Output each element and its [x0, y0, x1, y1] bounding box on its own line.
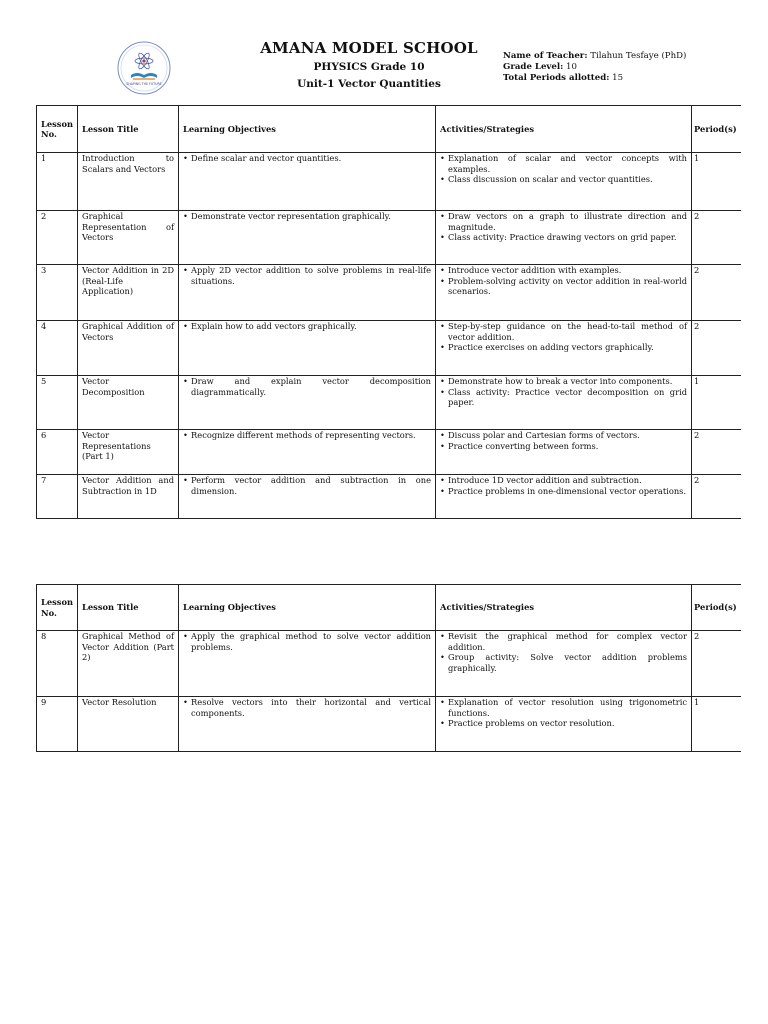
unit-title: Unit-1 Vector Quantities	[297, 78, 441, 90]
col-lesson-no: Lesson No.	[37, 106, 78, 153]
lesson-number: 6	[37, 430, 78, 475]
lesson-number: 4	[37, 321, 78, 376]
lesson-title: Vector Addition in 2D (Real-Life Application)	[78, 265, 179, 321]
activity-item: • Practice problems in one-dimensional vector operations.	[448, 486, 687, 497]
lesson-periods: 1	[692, 153, 741, 211]
objective-item: • Draw and explain vector decomposition diagrammatically.	[191, 376, 431, 397]
activity-item: • Revisit the graphical method for complex vector addition.	[448, 631, 687, 652]
lesson-plan-table-2	[36, 584, 741, 752]
table-row	[37, 376, 741, 430]
lesson-number: 3	[37, 265, 78, 321]
lesson-number: 7	[37, 475, 78, 519]
learning-objective-cell	[179, 265, 436, 321]
lesson-title: Graphical Method of Vector Addition (Part 2)	[78, 631, 179, 697]
objective-item: • Apply the graphical method to solve vector addition problems.	[191, 631, 431, 652]
col-learning-objectives: Learning Objectives	[179, 106, 436, 153]
activity-item: • Class activity: Practice vector decomposition on grid paper.	[448, 387, 687, 408]
school-logo-icon	[117, 41, 171, 95]
lesson-title: Graphical Addition of Vectors	[78, 321, 179, 376]
activity-item: • Introduce vector addition with examples.	[448, 265, 687, 276]
activities-cell	[436, 631, 692, 697]
activities-cell	[436, 376, 692, 430]
col-activities: Activities/Strategies	[436, 106, 692, 153]
table-row	[37, 475, 741, 519]
activity-item: • Class activity: Practice drawing vectors on grid paper.	[448, 232, 687, 243]
lesson-title: Vector Addition and Subtraction in 1D	[78, 475, 179, 519]
lesson-number: 5	[37, 376, 78, 430]
activities-cell	[436, 697, 692, 752]
activity-item: • Practice converting between forms.	[448, 441, 687, 452]
lesson-periods: 2	[692, 631, 741, 697]
col-activities: Activities/Strategies	[436, 585, 692, 631]
lesson-number: 1	[37, 153, 78, 211]
activities-cell	[436, 211, 692, 265]
col-periods: Period(s)	[692, 106, 741, 153]
table-row	[37, 697, 741, 752]
school-name: AMANA MODEL SCHOOL	[260, 39, 478, 57]
activity-item: • Demonstrate how to break a vector into components.	[448, 376, 687, 387]
activity-item: • Draw vectors on a graph to illustrate direction and magnitude.	[448, 211, 687, 232]
lesson-title: Vector Decomposition	[78, 376, 179, 430]
lesson-title: Vector Resolution	[78, 697, 179, 752]
activities-cell	[436, 265, 692, 321]
lesson-number: 8	[37, 631, 78, 697]
objective-item: • Demonstrate vector representation graphically.	[191, 211, 431, 222]
col-lesson-title: Lesson Title	[78, 585, 179, 631]
lesson-periods: 2	[692, 430, 741, 475]
activities-cell	[436, 321, 692, 376]
lesson-plan-table-1	[36, 105, 741, 519]
activity-item: • Discuss polar and Cartesian forms of vectors.	[448, 430, 687, 441]
table-2-body	[37, 631, 741, 752]
periods-label: Total Periods allotted:	[503, 73, 610, 83]
col-lesson-title: Lesson Title	[78, 106, 179, 153]
total-periods: 15	[612, 73, 624, 83]
learning-objective-cell	[179, 211, 436, 265]
activity-item: • Explanation of vector resolution using trigonometric functions.	[448, 697, 687, 718]
objective-item: • Apply 2D vector addition to solve problems in real-life situations.	[191, 265, 431, 286]
grade-label: Grade Level:	[503, 62, 564, 72]
col-periods: Period(s)	[692, 585, 741, 631]
objective-item: • Recognize different methods of representing vectors.	[191, 430, 431, 441]
lesson-number: 2	[37, 211, 78, 265]
logo-text: SHAPING THE FUTURE	[126, 82, 162, 86]
lesson-number: 9	[37, 697, 78, 752]
lesson-periods: 2	[692, 265, 741, 321]
lesson-periods: 2	[692, 475, 741, 519]
activities-cell	[436, 153, 692, 211]
activity-item: • Group activity: Solve vector addition problems graphically.	[448, 652, 687, 673]
objective-item: • Explain how to add vectors graphically.	[191, 321, 431, 332]
table-row	[37, 265, 741, 321]
activities-cell	[436, 475, 692, 519]
lesson-title: Vector Representations (Part 1)	[78, 430, 179, 475]
objective-item: • Resolve vectors into their horizontal and vertical components.	[191, 697, 431, 718]
table-1-body	[37, 153, 741, 519]
learning-objective-cell	[179, 697, 436, 752]
col-lesson-no: Lesson No.	[37, 585, 78, 631]
teacher-info	[503, 51, 686, 84]
teacher-name: Tilahun Tesfaye (PhD)	[590, 51, 687, 61]
table-row	[37, 211, 741, 265]
activity-item: • Practice problems on vector resolution.	[448, 718, 687, 729]
learning-objective-cell	[179, 631, 436, 697]
objective-item: • Perform vector addition and subtraction in one dimension.	[191, 475, 431, 496]
grade-level: 10	[566, 62, 577, 72]
lesson-periods: 2	[692, 211, 741, 265]
table-row	[37, 631, 741, 697]
activity-item: • Explanation of scalar and vector concepts with examples.	[448, 153, 687, 174]
lesson-title: Introduction to Scalars and Vectors	[78, 153, 179, 211]
learning-objective-cell	[179, 376, 436, 430]
activity-item: • Problem-solving activity on vector addition in real-world scenarios.	[448, 276, 687, 297]
lesson-title: Graphical Representation of Vectors	[78, 211, 179, 265]
learning-objective-cell	[179, 153, 436, 211]
lesson-periods: 2	[692, 321, 741, 376]
lesson-periods: 1	[692, 376, 741, 430]
table-row	[37, 430, 741, 475]
activity-item: • Introduce 1D vector addition and subtraction.	[448, 475, 687, 486]
table-row	[37, 321, 741, 376]
learning-objective-cell	[179, 430, 436, 475]
learning-objective-cell	[179, 321, 436, 376]
activities-cell	[436, 430, 692, 475]
table-row	[37, 153, 741, 211]
activity-item: • Class discussion on scalar and vector quantities.	[448, 174, 687, 185]
activity-item: • Step-by-step guidance on the head-to-tail method of vector addition.	[448, 321, 687, 342]
activity-item: • Practice exercises on adding vectors graphically.	[448, 342, 687, 353]
objective-item: • Define scalar and vector quantities.	[191, 153, 431, 164]
lesson-periods: 1	[692, 697, 741, 752]
learning-objective-cell	[179, 475, 436, 519]
course-title: PHYSICS Grade 10	[313, 61, 425, 73]
teacher-label: Name of Teacher:	[503, 51, 588, 61]
col-learning-objectives: Learning Objectives	[179, 585, 436, 631]
